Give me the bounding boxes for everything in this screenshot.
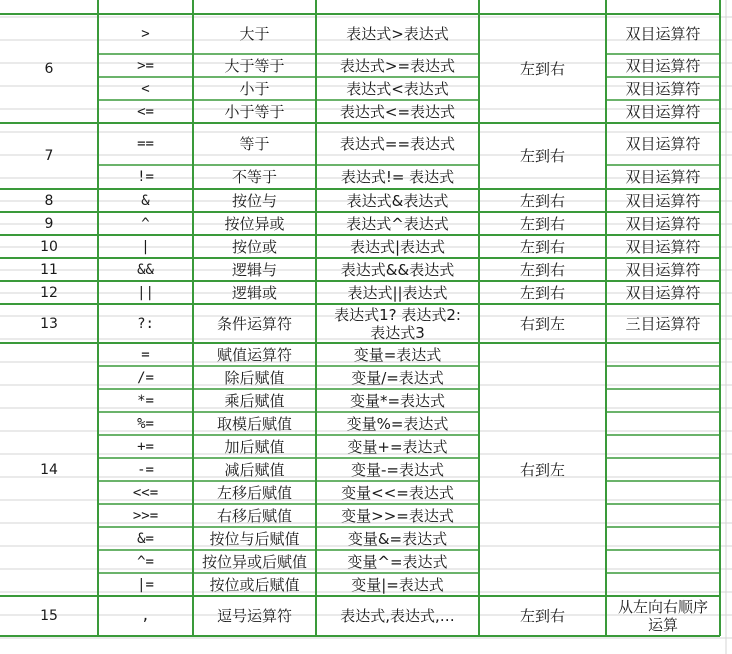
operator-name: 小于	[239, 79, 270, 98]
precedence-level: 11	[40, 261, 58, 278]
operator-symbol: <=	[137, 103, 154, 120]
operator-name: 小于等于	[224, 102, 285, 121]
operator-symbol: >	[141, 26, 150, 42]
operator-name: 逗号运算符	[216, 607, 292, 625]
usage-form: 表达式&表达式	[346, 191, 449, 210]
operator-kind: 双目运算符	[625, 25, 701, 43]
usage-form: 表达式<表达式	[346, 79, 449, 98]
operator-kind	[606, 481, 720, 504]
usage-form: 表达式||表达式	[347, 283, 448, 302]
precedence-level: 12	[40, 284, 58, 301]
operator-kind: 双目运算符	[625, 135, 701, 153]
operator-kind: 双目运算符	[625, 283, 701, 302]
associativity: 右到左	[519, 314, 565, 333]
operator-name	[193, 0, 316, 14]
usage-form: 表达式>=表达式	[339, 56, 456, 75]
operator-kind: 三目运算符	[625, 314, 701, 333]
operator-kind: 双目运算符	[625, 79, 701, 98]
operator-symbol: >>=	[132, 507, 159, 524]
operator-kind	[606, 435, 720, 458]
operator-name: 逻辑或	[231, 283, 277, 302]
operator-symbol: <<=	[132, 484, 159, 501]
usage-form: 表达式!= 表达式	[340, 168, 455, 186]
operator-symbol: *=	[137, 392, 154, 409]
operator-kind: 双目运算符	[625, 237, 701, 256]
operator-symbol: >=	[137, 57, 154, 74]
operator-name: 减后赋值	[224, 460, 285, 479]
operator-symbol: &	[141, 192, 150, 209]
precedence-level	[0, 0, 98, 14]
precedence-level: 14	[40, 461, 58, 478]
operator-kind	[606, 412, 720, 435]
operator-symbol: !=	[137, 169, 154, 185]
operator-name: 除后赋值	[224, 368, 285, 387]
operator-symbol: &=	[137, 530, 154, 547]
operator-kind: 双目运算符	[625, 260, 701, 279]
associativity: 左到右	[519, 283, 565, 302]
operator-name: 大于等于	[224, 56, 285, 75]
associativity: 左到右	[519, 147, 565, 165]
associativity: 左到右	[519, 237, 565, 256]
operator-symbol: ,	[141, 608, 150, 624]
precedence-level: 6	[44, 60, 54, 77]
operator-kind: 双目运算符	[625, 191, 701, 210]
operator-name: 不等于	[231, 168, 277, 186]
associativity: 左到右	[519, 59, 565, 78]
operator-symbol: ^=	[137, 553, 154, 570]
usage-form: 表达式<=表达式	[339, 102, 456, 121]
precedence-level: 9	[44, 215, 54, 232]
operator-kind	[606, 0, 720, 14]
associativity: 左到右	[519, 191, 565, 210]
usage-form: 表达式>表达式	[346, 25, 449, 43]
usage-form: 表达式1? 表达式2: 表达式3	[334, 305, 461, 342]
usage-form: 变量|=表达式	[351, 575, 444, 594]
precedence-level: 10	[40, 238, 58, 255]
usage-form: 表达式==表达式	[339, 135, 456, 153]
operator-kind	[606, 343, 720, 366]
usage-form: 变量-=表达式	[351, 460, 444, 479]
operator-name: 赋值运算符	[216, 345, 292, 364]
operator-symbol: -=	[137, 461, 154, 478]
operator-name: 按位与	[231, 191, 277, 210]
usage-form: 表达式|表达式	[349, 237, 446, 256]
operator-symbol: |	[141, 238, 150, 255]
usage-form: 表达式&&表达式	[340, 260, 455, 279]
usage-form: 表达式^表达式	[346, 214, 449, 233]
operator-symbol: ||	[137, 284, 154, 301]
operator-name: 按位异或	[224, 214, 285, 233]
operator-symbol	[98, 0, 193, 14]
operator-name: 按位或	[231, 237, 277, 256]
operator-symbol: ^	[141, 215, 150, 232]
operator-kind	[606, 366, 720, 389]
operator-symbol: ?:	[137, 315, 154, 332]
operator-name: 按位或后赋值	[209, 575, 300, 594]
operator-kind	[606, 527, 720, 550]
operator-name: 取模后赋值	[216, 414, 292, 433]
operator-kind	[606, 458, 720, 481]
operator-name: 等于	[239, 135, 270, 153]
associativity: 左到右	[519, 260, 565, 279]
operator-name: 加后赋值	[224, 437, 285, 456]
operator-symbol: =	[141, 346, 150, 363]
operator-name: 逻辑与	[231, 260, 277, 279]
usage-form: 变量>>=表达式	[341, 506, 454, 525]
operator-name: 右移后赋值	[216, 506, 292, 525]
operator-kind	[606, 573, 720, 596]
usage-form: 变量*=表达式	[349, 391, 446, 410]
operator-name: 条件运算符	[216, 314, 292, 333]
operator-symbol: %=	[137, 415, 154, 432]
associativity	[479, 0, 606, 14]
precedence-level: 15	[40, 608, 58, 624]
usage-form	[316, 0, 479, 14]
usage-form: 变量=表达式	[353, 345, 442, 364]
operator-name: 大于	[239, 25, 270, 43]
operator-kind: 双目运算符	[625, 56, 701, 75]
usage-form: 变量/=表达式	[351, 368, 444, 387]
operator-kind: 从左向右顺序 运算	[617, 598, 708, 634]
associativity: 左到右	[519, 214, 565, 233]
operator-name: 乘后赋值	[224, 391, 285, 410]
precedence-level: 8	[44, 192, 54, 209]
operator-kind	[606, 550, 720, 573]
operator-kind: 双目运算符	[625, 168, 701, 186]
usage-form: 变量&=表达式	[347, 529, 448, 548]
precedence-level: 13	[40, 315, 58, 332]
operator-symbol: &&	[137, 261, 154, 278]
operator-symbol: ==	[137, 136, 154, 152]
operator-kind: 双目运算符	[625, 102, 701, 121]
operator-name: 左移后赋值	[216, 483, 292, 502]
usage-form: 表达式,表达式,…	[340, 607, 455, 625]
operator-symbol: |=	[137, 576, 154, 593]
operator-symbol: +=	[137, 438, 154, 455]
usage-form: 变量<<=表达式	[341, 483, 454, 502]
operator-kind	[606, 504, 720, 527]
associativity: 左到右	[519, 607, 565, 625]
operator-symbol: /=	[137, 369, 154, 386]
operator-kind	[606, 389, 720, 412]
operator-name: 按位与后赋值	[209, 529, 300, 548]
operator-name: 按位异或后赋值	[201, 552, 307, 571]
associativity: 右到左	[519, 460, 565, 479]
usage-form: 变量+=表达式	[347, 437, 448, 456]
operator-kind: 双目运算符	[625, 214, 701, 233]
usage-form: 变量^=表达式	[347, 552, 448, 571]
precedence-level: 7	[44, 148, 54, 164]
usage-form: 变量%=表达式	[346, 414, 449, 433]
operator-symbol: <	[141, 80, 150, 97]
